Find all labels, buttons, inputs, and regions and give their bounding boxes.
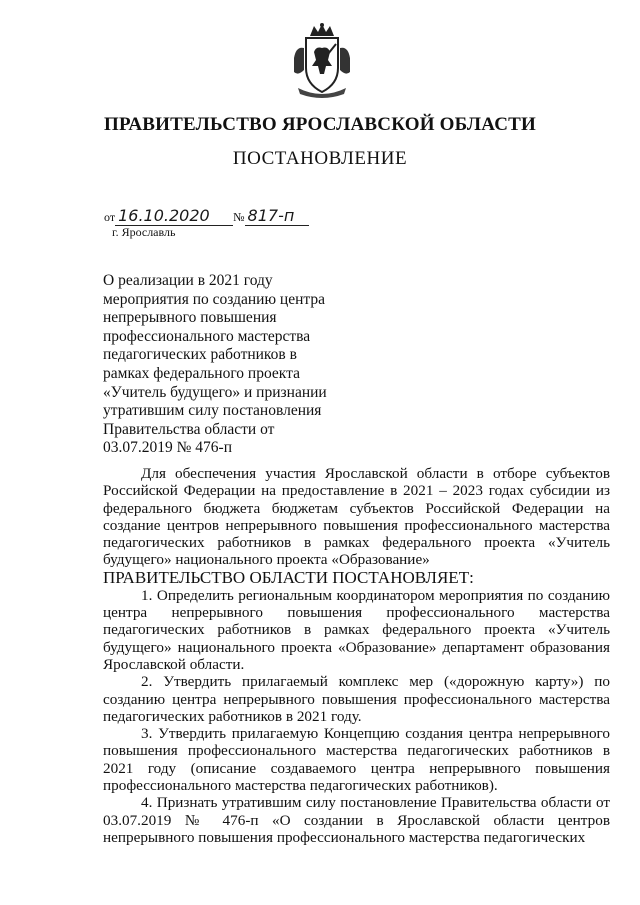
- document-subject: О реализации в 2021 году мероприятия по созданию центра непрерывного повышения профессионального мастерства педагогических работников в рамках федерального проекта «Учитель будущего» и признании утратившим силу постановления Правительства области от 03.07.2019 № 476-п: [103, 272, 327, 457]
- handwritten-date: 16.10.2020: [115, 207, 233, 226]
- government-title: ПРАВИТЕЛЬСТВО ЯРОСЛАВСКОЙ ОБЛАСТИ: [104, 114, 536, 135]
- item-1: 1. Определить региональным координатором мероприятия по созданию центра непрерывного повышения профессионального мастерства педагогических работников в рамках федерального проекта «Учитель будущего» национального проекта «Образование» департамент образования Ярославской области.: [103, 586, 610, 673]
- coat-of-arms-icon: [290, 22, 354, 100]
- handwritten-number: 817-п: [245, 207, 309, 226]
- document-type: ПОСТАНОВЛЕНИЕ: [232, 148, 408, 169]
- decree-heading: ПРАВИТЕЛЬСТВО ОБЛАСТИ ПОСТАНОВЛЯЕТ:: [103, 567, 474, 587]
- item-4: 4. Признать утратившим силу постановление Правительства области от 03.07.2019 № 476-п «О создании в Ярославской области центров непрерывного повышения профессионального мастерства педагогических: [103, 794, 610, 846]
- item-3: 3. Утвердить прилагаемую Концепцию создания центра непрерывного повышения профессионального мастерства педагогических работников в 2021 году (описание создаваемого центра непрерывного повышения профессионального мастерства педагогических работников).: [103, 725, 610, 795]
- date-label: от: [104, 210, 116, 224]
- document-body: [103, 465, 610, 846]
- city-label: г. Ярославль: [112, 225, 176, 239]
- number-label: №: [233, 210, 245, 224]
- preamble-paragraph: Для обеспечения участия Ярославской области в отборе субъектов Российской Федерации на предоставление в 2021 – 2023 годах субсидии из федерального бюджета бюджетам субъектов Российской Федерации на создание центров непрерывного повышения профессионального мастерства педагогических работников в рамках федерального проекта «Учитель будущего» национального проекта «Образование»: [103, 465, 610, 569]
- item-2: 2. Утвердить прилагаемый комплекс мер («дорожную карту») по созданию центра непрерывного повышения профессионального мастерства педагогических работников в 2021 году.: [103, 673, 610, 725]
- date-number-line: [104, 202, 309, 226]
